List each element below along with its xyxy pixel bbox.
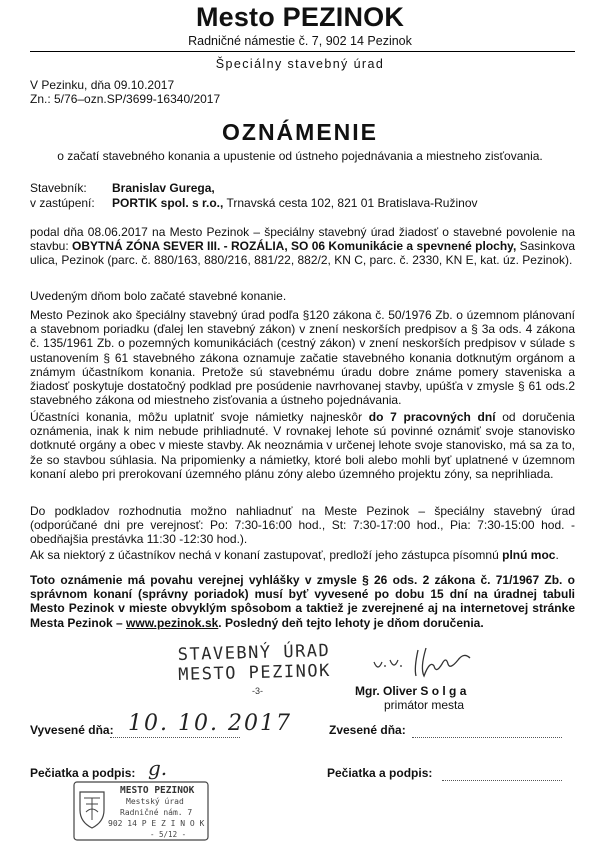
removed-dotted-line <box>412 737 562 738</box>
builder-label: Stavebník: <box>30 181 87 195</box>
removed-label: Zvesené dňa: <box>329 723 406 737</box>
document-meta <box>30 78 220 106</box>
paragraph-office-hours: Do podkladov rozhodnutia možno nahliadnuť na Meste Pezinok – špeciálny stavebný úrad (odporúčané dni pre verejnosť: Po: 7:30-16:00 hod., St: 7:30-17:00 hod., Pia: 7:30-15:00 hod. - obedňajšia prestávka 11:30 -12:30 hod.). <box>30 504 575 547</box>
handwritten-signature <box>370 642 500 682</box>
project-name: OBYTNÁ ZÓNA SEVER III. - ROZÁLIA, SO 06 Komunikácie a spevnené plochy, <box>72 239 517 254</box>
representative-name: PORTIK spol. s r.o., <box>112 196 224 210</box>
power-of-attorney-highlight: plnú moc <box>502 548 556 562</box>
paragraph-text: Sasinkova ulica, Pezinok (parc. č. 880/163, 880/216, 881/22, 882/2, KN C, parc. č. 2330, KN E, kat. úz. Pezinok). <box>30 239 575 268</box>
paragraph-started: Uvedeným dňom bolo začaté stavebné konanie. <box>30 289 287 303</box>
paragraph-public-notice <box>30 573 575 630</box>
stamp-sign-label-right: Pečiatka a podpis: <box>327 766 433 780</box>
office-stamp <box>178 641 332 685</box>
round-stamp-line: Mestský úrad <box>126 797 184 806</box>
stamp-line: MESTO PEZINOK <box>178 661 332 685</box>
stamp-line: STAVEBNÝ ÚRAD <box>177 641 331 665</box>
signer-role: primátor mesta <box>384 698 465 712</box>
paragraph-text: Ak sa niektorý z účastníkov nechá v konaní zastupovať, predloží jeho zástupca písomnú <box>30 548 503 562</box>
round-stamp-line: 902 14 P E Z I N O K <box>108 819 205 828</box>
notice-title: OZNÁMENIE <box>222 119 378 145</box>
stamp-sign-dotted-line <box>442 780 562 781</box>
round-stamp-line: Radničné nám. 7 <box>120 808 193 817</box>
paragraph-text: od doručenia oznámenia, inak k nim nebude prihliadnuté. V rovnakej lehote sú povinné oznámiť svoje stanovisko dotknuté orgány a obec v mieste stavby. Ak neoznámia v určenej lehote svoje stanovisko, má sa za to, že so stavbou súhlasia. Na pripomienky a námietky, ktoré boli alebo mohli byť uplatnené v územnom konaní alebo pri prerokovaní územného plánu zóny alebo územného projektu zóny, sa neprihliada. <box>30 410 575 481</box>
paragraph-text: . <box>555 548 559 562</box>
deadline-highlight: do 7 pracovných dní <box>368 410 496 424</box>
paragraph-legal-basis: Mesto Pezinok ako špeciálny stavebný úrad podľa §120 zákona č. 50/1976 Zb. o územnom plánovaní a stavebnom poriadku (ďalej len stavebný zákon) v znení neskorších predpisov a § 3a ods. 4 zákona č. 135/1961 Zb. o pozemných komunikáciách (cestný zákon) v znení neskorších predpisov v súlade s ustanovením § 61 stavebného zákona oznamuje začatie stavebného konania dotknutým orgánom a známym účastníkom konania. Pretože sú stavebnému úradu dobre známe pomery staveniska a žiadosť poskytuje dostatočný podklad pre posúdenie navrhovanej stavby, upúšťa v zmysle § 61 ods.2 stavebného zákona od miestneho zisťovania a ústneho pojednávania. <box>30 308 575 408</box>
city-title: Mesto PEZINOK <box>195 2 405 32</box>
paragraph-application <box>30 225 575 268</box>
stamp-number: -3- <box>252 686 263 696</box>
representative-address: Trnavská cesta 102, 821 01 Bratislava-Ružinov <box>223 196 478 210</box>
place-date: V Pezinku, dňa 09.10.2017 <box>30 78 175 92</box>
round-stamp-line: MESTO PEZINOK <box>120 785 195 796</box>
paragraph-power-of-attorney <box>30 548 575 562</box>
coat-of-arms-icon <box>80 792 104 828</box>
posted-date-handwritten: 10. 10. 2017 <box>128 711 292 736</box>
posted-label: Vyvesené dňa: <box>30 723 114 737</box>
stamp-sign-label-left: Pečiatka a podpis: <box>30 766 136 780</box>
representative-label: v zastúpení: <box>30 196 95 210</box>
builder-name: Branislav Gurega, <box>112 181 215 195</box>
paragraph-text: Účastníci konania, môžu uplatniť svoje námietky najneskôr <box>30 410 369 424</box>
builder-row <box>30 181 478 196</box>
signer-name: Mgr. Oliver S o l g a <box>355 684 467 698</box>
round-stamp-line: - 5/12 - <box>150 830 187 839</box>
paragraph-text: Toto oznámenie má povahu verejnej vyhlášky v zmysle § 26 ods. 2 zákona č. 71/1967 Zb. o správnom konaní (správny poriadok) musí byť vyvesené po dobu 15 dní na úradnej tabuli Mesto Pezinok v mieste obvyklým spôsobom a taktiež je zverejnené aj na internetovej stránke Mesta Pezinok – <box>30 573 575 630</box>
paragraph-text: podal dňa 08.06.2017 na Mesto Pezinok – špeciálny stavebný úrad žiadosť o stavebné povolenie na stavbu: <box>30 225 575 254</box>
notice-subtitle: o začatí stavebného konania a upustenie od ústneho pojednávania a miestneho zisťovania. <box>57 149 543 163</box>
posted-dotted-line <box>110 737 240 738</box>
office-name: Špeciálny stavebný úrad <box>215 57 385 71</box>
paragraph-text: . Posledný deň tejto lehoty je dňom doručenia. <box>218 615 484 630</box>
stamp-sign-handwritten: g. <box>148 756 168 780</box>
city-address: Radničné námestie č. 7, 902 14 Pezinok <box>188 34 412 48</box>
reference-number: Zn.: 5/76–ozn.SP/3699-16340/2017 <box>30 92 221 106</box>
website-link[interactable]: www.pezinok.sk <box>126 615 219 630</box>
representative-row <box>30 196 478 211</box>
header-divider <box>30 51 575 52</box>
paragraph-objections <box>30 410 575 481</box>
city-office-stamp <box>72 780 212 844</box>
parties-block <box>30 181 478 211</box>
